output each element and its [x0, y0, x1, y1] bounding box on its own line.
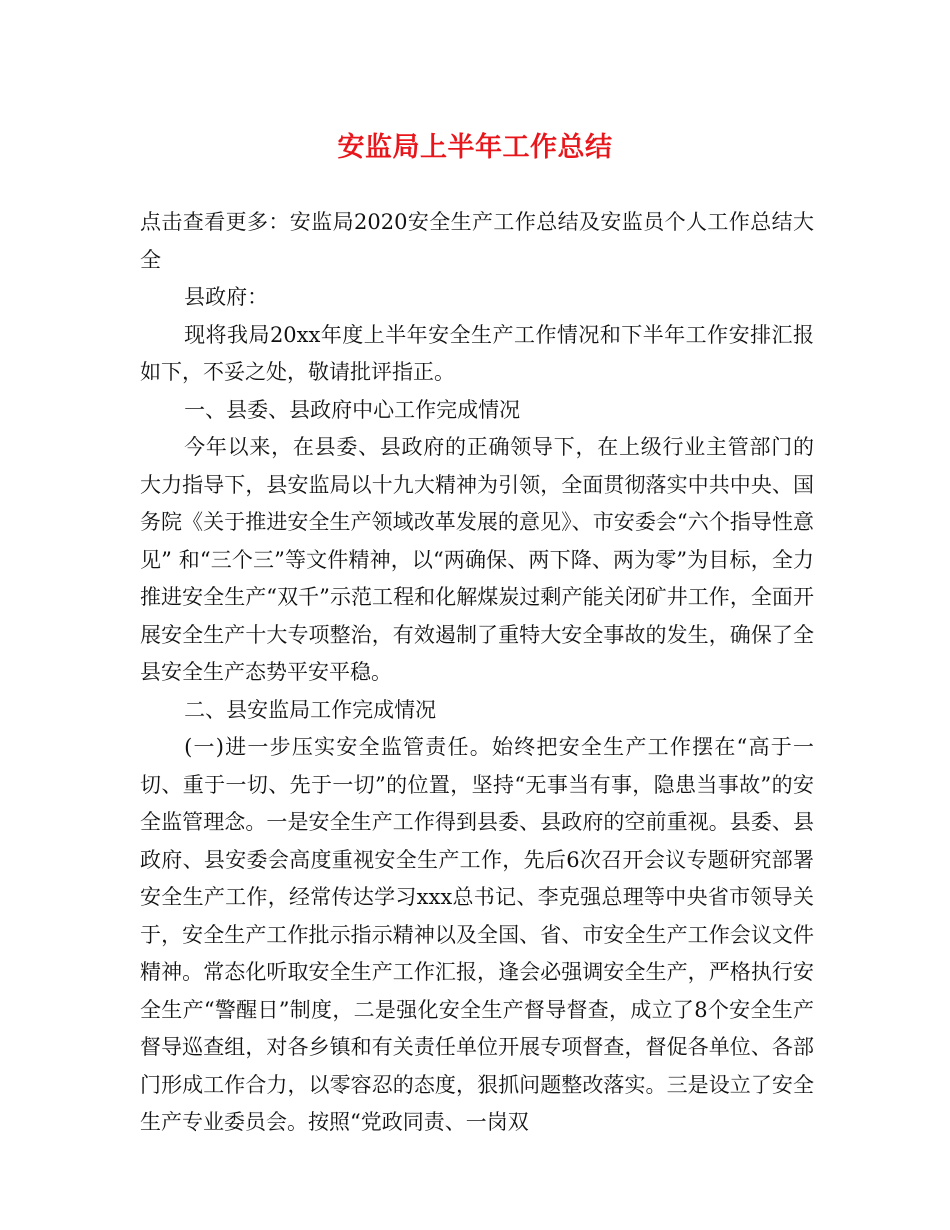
document-body	[140, 204, 814, 1142]
section-heading-1: 一、县委、县政府中心工作完成情况	[184, 397, 521, 422]
section-2-paragraph: (一)进一步压实安全监管责任。始终把安全生产工作摆在“高于一切、重于一切、先于一切”的位置，坚持“无事当有事，隐患当事故”的安全监管理念。一是安全生产工作得到县委、县政府的空前重视。县委、县政府、县安委会高度重视安全生产工作，先后6次召开会议专题研究部署安全生产工作，经常传达学习xxx总书记、李克强总理等中央省市领导关于，安全生产工作批示指示精神以及全国、省、市安全生产工作会议文件精神。常态化听取安全生产工作汇报，逢会必强调安全生产，严格执行安全生产“警醒日”制度，二是强化安全生产督导督查，成立了8个安全生产督导巡查组，对各乡镇和有关责任单位开展专项督查，督促各单位、各部门形成工作合力，以零容忍的态度，狠抓问题整改落实。三是设立了安全生产专业委员会。按照“党政同责、一岗双	[140, 735, 814, 1134]
section-1-paragraph: 今年以来，在县委、县政府的正确领导下，在上级行业主管部门的大力指导下，县安监局以十九大精神为引领，全面贯彻落实中共中央、国务院《关于推进安全生产领域改革发展的意见》、市安委会“六个指导性意见” 和“三个三”等文件精神，以“两确保、两下降、两为零”为目标，全力推进安全生产“双千”示范工程和化解煤炭过剩产能关闭矿井工作，全面开展安全生产十大专项整治，有效遏制了重特大安全事故的发生，确保了全县安全生产态势平安平稳。	[140, 435, 814, 684]
document-title: 安监局上半年工作总结	[337, 132, 613, 163]
more-link-paragraph[interactable]: 点击查看更多：安监局2020安全生产工作总结及安监员个人工作总结大全	[140, 210, 814, 272]
intro-paragraph: 现将我局20xx年度上半年安全生产工作情况和下半年工作安排汇报如下，不妥之处，敬请批评指正。	[140, 322, 814, 384]
section-heading-2: 二、县安监局工作完成情况	[184, 697, 437, 722]
salutation: 县政府：	[184, 285, 269, 309]
